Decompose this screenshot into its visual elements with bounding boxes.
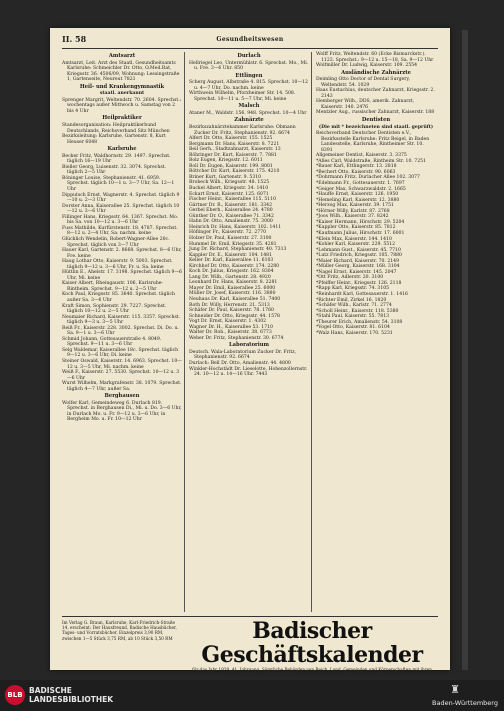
directory-entry: Scherg August, Albstraße 4. 815. Sprechst. 10—12 u. 4—7 Uhr, Do. nachm. keine <box>189 80 308 91</box>
directory-entry: Buckel Albert, Kriegsstr. 34. 1410 <box>189 186 269 192</box>
directory-entry: Wirthwein Wilhelm, Pforzheimer Str. 14. 508. Sprechst. 10—11 u. 5—7 Uhr, Mi. keine <box>189 91 296 102</box>
directory-entry: *Edelmann Fr., Gottesauerstr. 1. 7697 <box>316 181 405 187</box>
page-number: II. 58 <box>62 34 87 44</box>
page-header <box>62 34 438 46</box>
directory-entry: Böhringer Dr. Kurt, Kaiserstr. 7. 7881 <box>189 152 277 158</box>
directory-entry: Böttcher Dr. Kurt, Kaiserstr. 175. 4210 <box>189 169 280 175</box>
library-name-line2: LANDESBIBLIOTHEK <box>29 695 114 704</box>
directory-entry: Walter Dr. Rob., Kaiserstr. 38. 6773 <box>189 330 272 336</box>
advert-left-text: Im Verlag G. Braun, Karlsruhe, Karl-Friedrich-Straße 14, erscheint: Der Hausfreund, Badische Hausbücher, Tages- und Vorratsbücher, Einzelpreis 3,90 RM, zwischen 1—5 Stück 3,75 RM, ab 10 Stück 3,50 RM <box>62 620 177 641</box>
section-heading: Durlach <box>237 53 261 59</box>
directory-entry: *Hörner Willy, Karlstr. 87. 2768 <box>316 208 390 214</box>
directory-entry: *Richter Emil, Zirkel 16. 1820 <box>316 297 387 303</box>
directory-entry: Kraft Simon, Sophienstr. 29. 7227. Sprechst. täglich 10—12 u. 2—5 Uhr <box>62 303 167 315</box>
directory-entry: *Maier Richard, Kaiserstr. 70. 2149 <box>316 258 400 264</box>
directory-entry: Fillinger Hans, Kriegsstr. 64. 1367. Sprechst. Mo. bis Sa. von 10—12 u. 3—6 Uhr <box>62 214 179 226</box>
section-subheading: staatl. anerkannt <box>99 91 145 97</box>
directory-entry: *Stahl Paul, Kaiserstr. 55. 7813 <box>316 314 390 320</box>
section-heading: Karlsruhe <box>107 146 137 153</box>
directory-entry: Hummel Dr. Emil, Kriegsstr. 35. 4281 <box>189 241 277 247</box>
directory-entry: Kaiser Albert, Rheingaustr. 106, Karlsruhe-Rintheim. Sprechst. 9—12 u. 2—5 Uhr <box>62 281 164 292</box>
directory-entry: Durlach: Bell Dr. Otto, Amalienstr. 44. 4800 <box>189 360 291 366</box>
directory-entry: Günther Dr. O., Kaiserallee 71. 3342 <box>189 213 274 219</box>
directory-entry: Deimling Otto Doctor of Dental Surgery, Weltendstr. 54. 1029 <box>316 77 410 88</box>
section-heading: Ettlingen <box>235 72 263 79</box>
directory-entry: Bezirkszahnärztekammer Karlsruhe: Obmann Zucker Dr. Fritz, Stephanienstr. 92. 6674 <box>189 125 296 136</box>
section-heading: Zahnärzte <box>234 117 264 124</box>
page-title: Gesundheitswesen <box>216 36 284 43</box>
column-3 <box>316 52 436 612</box>
section-subheading: (Die mit * bezeichneten sind staatl. geprüft) <box>318 124 434 130</box>
directory-entry: Fischer Heinr., Kaiserallee 115. 5110 <box>189 197 277 203</box>
directory-entry: *Lutz Friedrich, Kriegsstr. 105. 7880 <box>316 253 402 259</box>
directory-entry: Leonhard Dr. Hans, Kaiserstr. 8. 2281 <box>189 280 278 286</box>
directory-entry: Kirchhof Dr. Otto, Kaiserstr. 174. 2280 <box>189 263 280 269</box>
directory-entry: *Scholl Heinr., Kaiserstr. 118. 5380 <box>316 308 399 314</box>
section-heading: Laboratorium <box>228 342 269 349</box>
directory-entry: Winkler-Hochstädt Dr. Lieselotte, Hohenzollernstr. 24. 10—12 u. 14—16 Uhr. 7443 <box>189 366 308 378</box>
directory-entry: *Joos Wilh., Kaiserstr. 37. 8242 <box>316 214 389 220</box>
directory-entry: Vogt Dr. Ernst, Kaiserstr. 1. 4302 <box>189 319 267 325</box>
directory-entry: Müller Dr. Josef, Kaiserstr. 116. 3880 <box>189 291 276 297</box>
directory-entry: Roth Dr. Willy, Herrenstr. 21. 5313 <box>189 302 270 308</box>
scanned-page <box>50 28 450 678</box>
directory-entry: Dipputsch Ernst, Wagnerstr. 4. Sprechst. täglich 9—10 u. 2—3 Uhr <box>62 192 180 204</box>
directory-entry: Heinrich Dr. Hans, Kaiserstr. 102. 1411 <box>189 224 282 230</box>
section-heading: Heil- und Krankengymnastik <box>79 83 165 90</box>
directory-entry: Hellriegel Leo, Untermühlstr. 6. Sprechst. Mo., Mi. u. Fre. 3—6 Uhr. 850 <box>189 60 309 72</box>
column-2 <box>189 52 309 612</box>
directory-entry: Bergmann Dr. Hans, Kaiserstr. 8. 7221 <box>189 141 280 147</box>
directory-entry: Weber Dr. Fritz, Stephanienstr. 30. 6774 <box>189 335 284 341</box>
directory-entry: Allgemeiner Dentist, Kaiserstr. 3. 3375 <box>316 153 407 159</box>
section-heading: Dentisten <box>361 117 391 124</box>
directory-entry: Sprenger Margrit, Weltendstr. 70. 2604. Sprechst.: wochentags außer Mittwoch u. Samstag von 2 bis 4 Uhr <box>62 97 182 114</box>
directory-entry: *Kohler Karl, Kaiserstr. 229. 5512 <box>316 242 396 248</box>
directory-entry: Boll Dr. Eugen, Kaiserstr. 199. 8001 <box>189 163 273 169</box>
directory-entry: Kappler Dr. E., Kaiserstr. 104. 1481 <box>189 252 273 258</box>
directory-entry: Briner Kurt, Gartenstr. 9. 5310 <box>189 174 262 180</box>
directory-entry: Gärtner Dr. R., Kaiserstr. 181. 3342 <box>189 202 273 208</box>
directory-entry: *Kaiser Hermann, Hirschstr. 29. 5204 <box>316 219 405 225</box>
directory-entry: Koch Dr. Julius, Kriegsstr. 162. 8304 <box>189 269 274 275</box>
directory-entry: Wolfmiller Dr. Ludwig, Kaiserstr. 109. 2554 <box>316 63 418 69</box>
directory-entry: Steiner Oswald, Kaiserstr. 14. 6963. Sprechst. 10—12 u. 3—5 Uhr, Mi. nachm. keine <box>62 358 182 370</box>
directory-entry: *Ott Fritz, Adlerstr. 20. 3100 <box>316 275 384 281</box>
directory-entry: Lang Dr. Wilh., Gartenstr. 28. 4920 <box>189 274 271 280</box>
directory-entry: Hüttlin E., Ahelstr. 17. 3198. Sprechst. täglich 9—6 Uhr, Mi. keine <box>62 270 182 281</box>
advert-right <box>186 619 438 677</box>
directory-entry: Wagner Dr. H., Kaiserallee 53. 1710 <box>189 324 273 330</box>
directory-entry: *Vogel Otto, Kaiserstr. 81. 6104 <box>316 325 390 331</box>
directory-entry: Glücklich Wendelin, Robert-Wagner-Allee 20c. Sprechst. täglich von 3—7 Uhr <box>62 236 170 248</box>
directory-entry: Böninger Louise, Stephanienstr. 41. 6959. Sprechst. täglich 10—1 u. 3—7 Uhr, Sa. 12—1 Uhr <box>62 175 175 193</box>
advert-subtitle: für das Jahr 1939, 41. Jahrgang. Sämtliche Behörden von Reich, Land, Gemeinden und Körperschaften mit ihren Beamten; über 1000 Seiten mit ausführlichem Adressenteil und Branchenverzeichnis <box>192 667 432 678</box>
directory-entry: Gerbel Eberh., Kaiserallee 24. 4780 <box>189 208 273 214</box>
column-divider <box>184 52 185 612</box>
advert-title: Badischer Geschäftskalender <box>201 618 423 668</box>
directory-entry: Hemberger Wilh., DDS, amerik. Zahnarzt, Kaiserstr. 140. 2476 <box>316 99 415 110</box>
directory-entry: Haug Lothar Otto, Kaiserstr. 9. 5003. Sprechst. täglich 9—12 u. 3—6 Uhr, Fr. u. Sa. keine <box>62 259 173 270</box>
section-heading: Amtsarzt <box>108 53 136 59</box>
directory-entry: Eckart Ernst, Kaiserstr. 125. 6071 <box>189 191 269 197</box>
directory-entry: *Kaufmann Julius, Hirschstr. 17. 6001 <box>316 230 405 236</box>
directory-entry: *Lehmann Gust., Kaiserstr. 45. 7710 <box>316 247 401 253</box>
directory-entry: Hauer Karl, Gartenstr. 2. 8668. Sprechst. 8—6 Uhr, Fre. keine <box>62 248 182 259</box>
blb-logo[interactable]: BLB <box>5 685 25 705</box>
directory-entry: Dorster Anna, Kaiserallee 25. Sprechst. täglich 10—12 u. 3—6 Uhr <box>62 203 180 215</box>
directory-entry: *Müller Georg, Kaiserstr. 168. 3104 <box>316 264 400 270</box>
directory-entry: Bolz Eugen, Kriegsstr. 12. 6011 <box>189 158 263 164</box>
header-rule <box>62 48 438 49</box>
library-name[interactable] <box>29 686 113 704</box>
directory-entry: *Nagel Ernst, Kaiserstr. 145. 2047 <box>316 269 397 275</box>
directory-entry: *Bauer Karl, Ettlingerstr. 13. 2818 <box>316 164 397 170</box>
directory-entry: Neuhaus Dr. Karl, Kaiserallee 51. 7400 <box>189 296 281 302</box>
directory-entry: *Klein Max, Kaiserstr. 144. 1410 <box>316 236 392 242</box>
directory-entry: Holzer Dr. Paul, Kaiserstr. 27. 3100 <box>189 235 272 241</box>
directory-entry: Koch Paul, Kriegsstr. 85. 3640. Sprechst. täglich außer Sa. 3—6 Uhr <box>62 292 175 303</box>
directory-entry: Brobeck Wilh., Kriegsstr. 48. 1525 <box>189 180 270 186</box>
directory-entry: *Schäfer Wilh., Karlstr. 71. 2774 <box>316 303 392 309</box>
section-heading: Ausländische Zahnärzte <box>341 69 411 76</box>
directory-entry: Deutsch. Wala-Laboratorium Zucker Dr. Fritz, Stephanienstr. 92. 6674 <box>189 349 297 361</box>
section-heading: Malsch <box>238 103 260 110</box>
directory-entry: *Theurer Erich, Amalienstr. 54. 3108 <box>316 319 403 325</box>
directory-entry: Wolff Fritz, Weltendstr. 60 (Ecke Bismarckstr.). 1123. Sprechst.: 9—12 u. 15—18, Sa. 9—12 Uhr <box>316 52 434 63</box>
directory-entry: Schneider Dr. Otto, Kriegsstr. 44. 1578 <box>189 313 280 319</box>
library-name-line1: BADISCHE <box>29 686 72 695</box>
directory-entry: Keller Dr. Karl, Kaiserallee 11. 6103 <box>189 258 274 264</box>
directory-entry: *Walz Hans, Kaiserstr. 170. 5231 <box>316 330 393 336</box>
directory-entry: Ataner M., Waldstr. 156. 948. Sprechst. 10—4 Uhr <box>189 110 307 116</box>
directory-entry: Becker Fritz, Waldhornstr. 29. 1497. Sprechst. täglich 16—19 Uhr <box>62 153 171 165</box>
directory-entry: Selg Waldemar, Kaiserallee 18c. Sprechst. täglich 9—12 u. 3—6 Uhr, Di. keine <box>62 347 179 359</box>
directory-entry: Mayer Dr. Emil, Kaiserallee 25. 6000 <box>189 285 276 291</box>
directory-entry: Neumaier Richard, Kaiserstr. 115. 3357. Sprechst. täglich 9—3 u. 3—5 Uhr <box>62 314 181 326</box>
page-edge-strip <box>462 30 468 670</box>
column-1 <box>62 52 182 612</box>
directory-entry: Wolfer Karl, Gemeindeweg 6. Durlach 819. Sprechst. in Berghausen Di., Mi. u. Do. 3—6 Uhr, in Durlach Mo. u. Fr. 9—12 u. 3—6 Uhr, in Bergheim Mo. u. Fr. 10—12 Uhr <box>62 400 182 423</box>
directory-entry: Mentzler Aug., russischer Zahnarzt, Kaiserstr. 188 <box>316 110 435 116</box>
directory-entry: Bezirksleitung: Karlsruhe, Gartenstr. 8, Kurt Heuser 6048 <box>62 134 166 145</box>
directory-entry: Jung Dr. Richard, Stephanienstr. 40. 7313 <box>189 247 287 253</box>
directory-entry: Schäfer Dr. Paul, Kaiserstr. 78. 1760 <box>189 308 274 314</box>
directory-entry: *Kappler Otto, Kaiserstr. 85. 7812 <box>316 225 396 231</box>
directory-entry: *Dohrmann Fritz, Durlacher Allee 102. 3077 <box>316 175 420 181</box>
directory-entry: Hahn Dr. Otto, Amalienstr. 75. 3000 <box>189 219 273 225</box>
advertisement <box>62 616 438 678</box>
directory-entry: Beil Gerh., Stadtzahnarzt, Kaiserstr. 13 <box>189 147 281 153</box>
footer-bar <box>0 680 504 711</box>
directory-entry: Standesorganisation: Heilpraktikerbund Deutschlands, Reichsverband Sitz München <box>62 123 170 134</box>
directory-entry: Wurst Wilhelm, Markgrafenstr. 38. 1079. Sprechst. täglich 4—7 Uhr, außer Sa. <box>62 381 182 392</box>
directory-entry: Amtsarzt, Leit. Arzt des Staatl. Gesundheitsamts Karlsruhe: Schmeichler Dr. Otto, O.Med.Rat, Kriegsstr. 36. 4506/09, Wohnung: Lessingstraße 1, Gartenseite, Neureut 7821 <box>62 60 180 83</box>
section-heading: Heilpraktiker <box>102 115 142 122</box>
directory-entry: Höflinger Fr., Kaiserstr. 72. 2770 <box>189 230 267 236</box>
directory-entry: *Reinhardt Karl, Gottesauerstr. 1. 1416 <box>316 291 408 297</box>
section-heading: Berghausen <box>104 393 140 400</box>
directory-entry: Weiß F., Kaiserstr. 27. 5530. Sprechst. 10—12 u. 3—6 Uhr <box>62 370 180 381</box>
directory-entry: *Rapp Karl, Kriegsstr. 74. 3105 <box>316 286 390 292</box>
directory-entry: *Bechert Otto, Kaiserstr. 90. 6063 <box>316 169 396 175</box>
directory-entry: *Pfeiffer Heinr., Kriegsstr. 126. 2118 <box>316 280 402 286</box>
directory-entry: *Hemeling Karl, Kaiserstr. 12. 3880 <box>316 197 400 203</box>
state-crest-icon: ♜ <box>450 683 460 696</box>
directory-entry: Schmid Johann, Gottesauerstraße 4. 8049. Sprechst. 9—11 u. 3—6 Uhr <box>62 336 162 348</box>
column-divider <box>311 52 312 612</box>
directory-entry: Fuss Mathilde, Kurfürstenstr. 18. 4787. Sprechst. 8—12 u. 2—4 Uhr, Sa. nachm. keine <box>62 225 178 237</box>
directory-entry: *Alles Carl, Waldstraße, Rintheim Str. 10. 7251 <box>316 158 426 164</box>
directory-entry: *Herzog Max, Kaiserstr. 39. 1751 <box>316 203 394 209</box>
directory-entry: Bieller Georg, Luisenstr. 32. 3074. Sprechst. täglich 2—5 Uhr <box>62 164 166 176</box>
directory-entry: *Geiger Max, Schwarzwaldstr. 2. 1665 <box>316 186 406 192</box>
directory-entry: *Hauffe Ernst, Kaiserstr. 126. 1950 <box>316 192 399 198</box>
directory-entry: Haas Eustachius, deutscher Zahnarzt, Kriegsstr. 2. 2143 <box>316 88 435 99</box>
directory-entry: Reiß Fr., Kaiserstr. 228. 3002. Sprechst. Di. Do. u. Sa. 9—1 u. 3—6 Uhr <box>62 325 179 337</box>
directory-entry: Reichsverband Deutscher Dentisten e.V., Bezirksstelle Karlsruhe: Fritz Beigel, in Baden Landesstelle, Karlsruhe, Rintheimer Str. 10. 8391 <box>316 131 430 153</box>
state-name[interactable]: Baden-Württemberg <box>432 699 498 707</box>
directory-entry: Alfert Dr. Otto, Kaiserstr. 155. 1525 <box>189 136 273 142</box>
